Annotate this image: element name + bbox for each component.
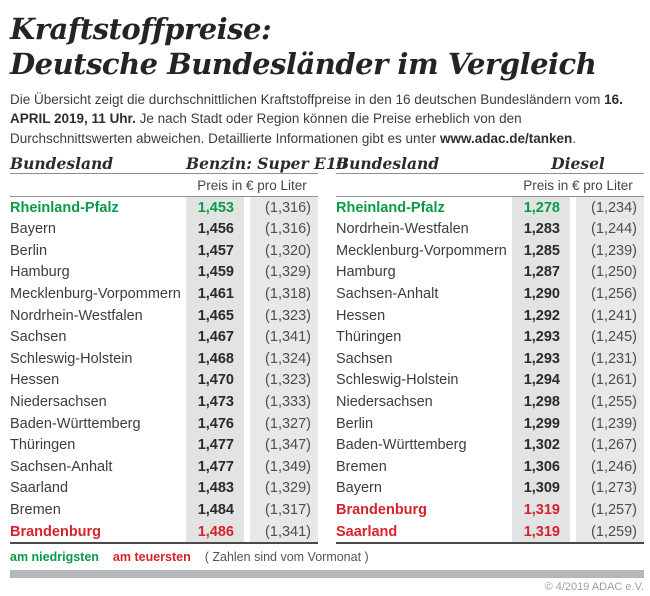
state-name: Nordrhein-Westfalen <box>10 307 143 324</box>
table-row <box>10 370 318 392</box>
table-row <box>10 456 318 478</box>
state-name: Mecklenburg-Vorpommern <box>10 286 181 303</box>
state-name: Saarland <box>336 523 398 540</box>
current-price: 1,459 <box>186 262 244 284</box>
table-row <box>10 521 318 543</box>
previous-price: (1,323) <box>250 305 318 327</box>
benzin-unit-row <box>10 174 318 197</box>
previous-price: (1,250) <box>576 262 644 284</box>
current-price: 1,306 <box>512 456 570 478</box>
intro-part2: Je nach Stadt oder Region können die Preise erheblich von den Durchschnittswerten abweichen. Detaillierte Informationen gibt es unter <box>10 111 522 146</box>
state-name: Niedersachsen <box>336 394 433 411</box>
state-name: Rheinland-Pfalz <box>10 199 119 216</box>
current-price: 1,319 <box>512 521 570 543</box>
previous-price: (1,273) <box>576 478 644 500</box>
previous-price: (1,245) <box>576 326 644 348</box>
current-price: 1,461 <box>186 283 244 305</box>
current-price: 1,456 <box>186 218 244 240</box>
previous-price: (1,318) <box>250 283 318 305</box>
legend <box>10 550 644 564</box>
benzin-rows <box>10 197 318 545</box>
state-name: Thüringen <box>336 329 402 346</box>
current-price: 1,298 <box>512 391 570 413</box>
current-price: 1,292 <box>512 305 570 327</box>
state-name: Baden-Württemberg <box>336 437 467 454</box>
state-name: Mecklenburg-Vorpommern <box>336 242 507 259</box>
column-header-bundesland: Bundesland <box>10 153 114 173</box>
current-price: 1,302 <box>512 434 570 456</box>
state-name: Berlin <box>336 415 374 432</box>
previous-price: (1,259) <box>576 521 644 543</box>
previous-price: (1,341) <box>250 521 318 543</box>
current-price: 1,285 <box>512 240 570 262</box>
table-row <box>10 305 318 327</box>
table-row <box>336 434 644 456</box>
previous-price: (1,324) <box>250 348 318 370</box>
state-name: Sachsen <box>10 329 67 346</box>
intro-text <box>10 90 644 148</box>
column-header-bundesland: Bundesland <box>336 153 440 173</box>
previous-price: (1,329) <box>250 478 318 500</box>
table-row <box>336 478 644 500</box>
unit-label: Preis in € pro Liter <box>186 174 318 197</box>
current-price: 1,309 <box>512 478 570 500</box>
diesel-rows <box>336 197 644 545</box>
benzin-table <box>10 153 348 545</box>
state-name: Hessen <box>10 372 60 389</box>
legend-highest: am teuersten <box>112 550 191 565</box>
current-price: 1,470 <box>186 370 244 392</box>
state-name: Hamburg <box>336 264 396 281</box>
current-price: 1,287 <box>512 262 570 284</box>
previous-price: (1,261) <box>576 370 644 392</box>
diesel-table-header <box>336 153 644 174</box>
table-row <box>336 197 644 219</box>
state-name: Sachsen-Anhalt <box>10 458 113 475</box>
state-name: Rheinland-Pfalz <box>336 199 445 216</box>
title-line2: Deutsche Bundesländer im Vergleich <box>10 47 597 81</box>
state-name: Nordrhein-Westfalen <box>336 221 469 238</box>
previous-price: (1,231) <box>576 348 644 370</box>
table-row <box>10 434 318 456</box>
diesel-table <box>336 153 644 545</box>
current-price: 1,465 <box>186 305 244 327</box>
current-price: 1,293 <box>512 326 570 348</box>
current-price: 1,473 <box>186 391 244 413</box>
table-row <box>10 499 318 521</box>
state-name: Bayern <box>336 480 382 497</box>
current-price: 1,467 <box>186 326 244 348</box>
table-row <box>336 326 644 348</box>
current-price: 1,290 <box>512 283 570 305</box>
table-row <box>10 326 318 348</box>
table-row <box>336 218 644 240</box>
previous-price: (1,244) <box>576 218 644 240</box>
state-name: Bremen <box>336 458 387 475</box>
intro-part1: Die Übersicht zeigt die durchschnittlichen Kraftstoffpreise in den 16 deutschen Bundesländern vom <box>10 92 605 107</box>
state-name: Hamburg <box>10 264 70 281</box>
table-row <box>10 413 318 435</box>
table-row <box>336 370 644 392</box>
current-price: 1,293 <box>512 348 570 370</box>
current-price: 1,319 <box>512 499 570 521</box>
current-price: 1,453 <box>186 197 244 219</box>
state-name: Sachsen-Anhalt <box>336 286 439 303</box>
legend-lowest: am niedrigsten <box>10 550 99 565</box>
state-name: Schleswig-Holstein <box>10 350 133 367</box>
table-row <box>336 391 644 413</box>
table-row <box>10 391 318 413</box>
state-name: Brandenburg <box>10 523 102 540</box>
state-name: Sachsen <box>336 350 393 367</box>
unit-spacer <box>336 174 512 197</box>
previous-price: (1,333) <box>250 391 318 413</box>
intro-url-bold: www.adac.de/tanken <box>439 130 573 146</box>
current-price: 1,294 <box>512 370 570 392</box>
table-row <box>10 218 318 240</box>
diesel-unit-row <box>336 174 644 197</box>
table-row <box>336 283 644 305</box>
current-price: 1,484 <box>186 499 244 521</box>
previous-price: (1,241) <box>576 305 644 327</box>
previous-price: (1,267) <box>576 434 644 456</box>
table-row <box>10 240 318 262</box>
current-price: 1,477 <box>186 434 244 456</box>
table-row <box>336 413 644 435</box>
table-row <box>336 499 644 521</box>
current-price: 1,278 <box>512 197 570 219</box>
current-price: 1,468 <box>186 348 244 370</box>
state-name: Brandenburg <box>336 502 428 518</box>
column-header-diesel: Diesel <box>551 153 605 173</box>
table-row <box>336 521 644 543</box>
intro-part3: . <box>572 130 577 146</box>
previous-price: (1,316) <box>250 218 318 240</box>
fuel-tables <box>10 153 644 545</box>
state-name: Schleswig-Holstein <box>336 372 459 389</box>
table-row <box>10 478 318 500</box>
state-name: Thüringen <box>10 437 76 454</box>
current-price: 1,486 <box>186 521 244 543</box>
table-row <box>10 283 318 305</box>
unit-spacer <box>10 174 186 197</box>
previous-price: (1,341) <box>250 326 318 348</box>
intro-date-bold: 16. APRIL 2019, 11 Uhr. <box>10 92 623 127</box>
table-row <box>336 456 644 478</box>
previous-price: (1,239) <box>576 240 644 262</box>
state-name: Saarland <box>10 480 69 497</box>
previous-price: (1,316) <box>250 197 318 219</box>
state-name: Berlin <box>10 242 48 259</box>
previous-price: (1,327) <box>250 413 318 435</box>
divider-bar <box>10 570 644 578</box>
state-name: Bremen <box>10 502 61 518</box>
state-name: Niedersachsen <box>10 394 107 411</box>
current-price: 1,299 <box>512 413 570 435</box>
table-row <box>336 305 644 327</box>
previous-price: (1,256) <box>576 283 644 305</box>
table-row <box>10 262 318 284</box>
previous-price: (1,347) <box>250 434 318 456</box>
title-line1: Kraftstoffpreise: <box>10 12 272 46</box>
current-price: 1,476 <box>186 413 244 435</box>
page-title <box>10 12 644 82</box>
table-row <box>10 348 318 370</box>
current-price: 1,457 <box>186 240 244 262</box>
table-row <box>336 262 644 284</box>
previous-price: (1,239) <box>576 413 644 435</box>
table-row <box>336 240 644 262</box>
previous-price: (1,320) <box>250 240 318 262</box>
benzin-table-header <box>10 153 348 174</box>
state-name: Baden-Württemberg <box>10 415 141 432</box>
previous-price: (1,329) <box>250 262 318 284</box>
state-name: Hessen <box>336 307 386 324</box>
previous-price: (1,317) <box>250 499 318 521</box>
table-row <box>10 197 318 219</box>
previous-price: (1,234) <box>576 197 644 219</box>
unit-label: Preis in € pro Liter <box>512 174 644 197</box>
state-name: Bayern <box>10 221 56 238</box>
current-price: 1,483 <box>186 478 244 500</box>
current-price: 1,477 <box>186 456 244 478</box>
copyright-text: © 4/2019 ADAC e.V. <box>544 581 644 594</box>
current-price: 1,283 <box>512 218 570 240</box>
legend-note: ( Zahlen sind vom Vormonat ) <box>204 550 369 565</box>
previous-price: (1,255) <box>576 391 644 413</box>
previous-price: (1,246) <box>576 456 644 478</box>
previous-price: (1,349) <box>250 456 318 478</box>
table-row <box>336 348 644 370</box>
column-header-benzin: Benzin: Super E10 <box>186 153 348 173</box>
previous-price: (1,323) <box>250 370 318 392</box>
previous-price: (1,257) <box>576 499 644 521</box>
